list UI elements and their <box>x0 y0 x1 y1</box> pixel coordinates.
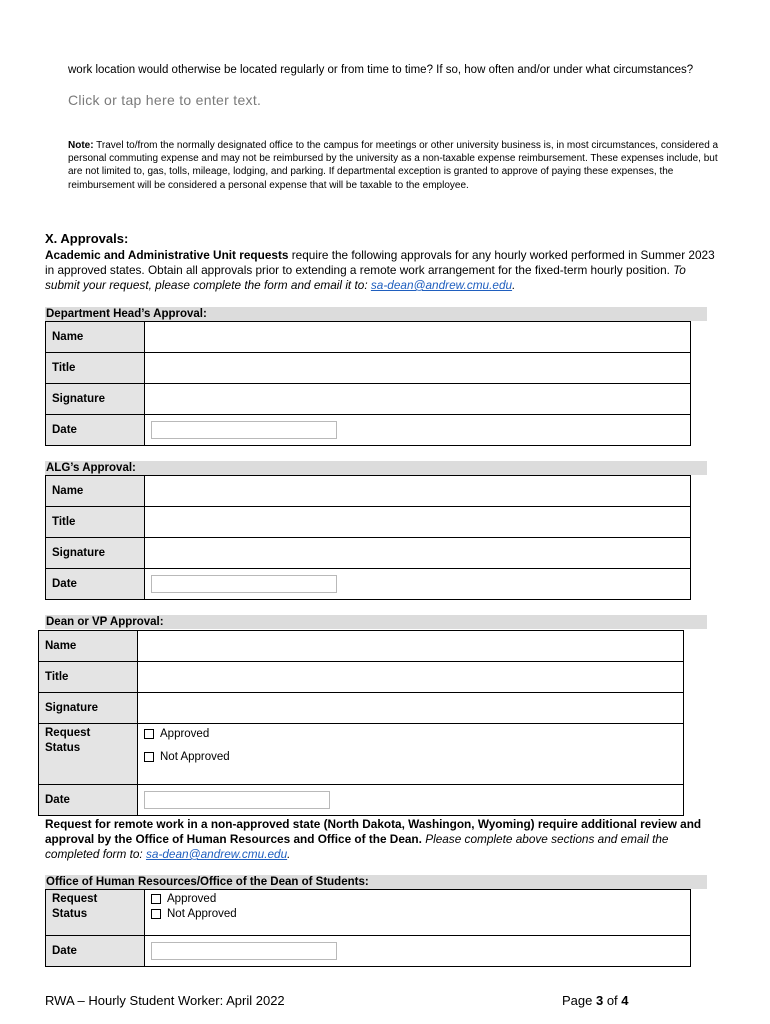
dept-head-table <box>45 321 691 446</box>
date-input[interactable] <box>151 942 337 960</box>
approvals-bold: Academic and Administrative Unit requests <box>45 248 289 262</box>
email-link[interactable]: sa-dean@andrew.cmu.edu <box>370 278 513 292</box>
not-approved-label: Not Approved <box>167 907 237 920</box>
footer-title: RWA – Hourly Student Worker: April 2022 <box>45 993 285 1008</box>
title-label: Title <box>46 507 145 538</box>
not-approved-option[interactable] <box>144 748 677 765</box>
alg-table <box>45 475 691 600</box>
date-input[interactable] <box>144 791 330 809</box>
date-label: Date <box>46 936 145 967</box>
approved-option[interactable] <box>144 725 677 742</box>
title-label: Title <box>39 662 138 693</box>
date-input[interactable] <box>151 575 337 593</box>
not-approved-label: Not Approved <box>160 750 230 763</box>
signature-label: Signature <box>39 693 138 724</box>
dept-head-heading: Department Head’s Approval: <box>45 307 707 321</box>
request-status-label <box>39 724 138 785</box>
nonapproved-period: . <box>287 847 291 861</box>
date-label: Date <box>46 415 145 446</box>
request-status-label-line1: Request <box>45 727 91 739</box>
name-label: Name <box>46 476 145 507</box>
signature-field[interactable] <box>145 384 691 415</box>
approved-label: Approved <box>167 892 217 905</box>
alg-heading: ALG’s Approval: <box>45 461 707 475</box>
name-field[interactable] <box>145 476 691 507</box>
date-input[interactable] <box>151 421 337 439</box>
title-label: Title <box>46 353 145 384</box>
travel-note <box>68 139 728 192</box>
checkbox-icon[interactable] <box>144 729 154 739</box>
answer-field[interactable]: Click or tap here to enter text. <box>68 92 262 108</box>
approvals-period: . <box>512 278 516 292</box>
page-word: Page <box>562 993 596 1008</box>
title-field[interactable] <box>145 507 691 538</box>
checkbox-icon[interactable] <box>151 909 161 919</box>
total-pages: 4 <box>621 993 629 1008</box>
section-title: X. Approvals: <box>45 231 129 246</box>
title-field[interactable] <box>138 662 684 693</box>
signature-field[interactable] <box>145 538 691 569</box>
checkbox-icon[interactable] <box>144 752 154 762</box>
request-status-label-line2: Status <box>45 742 81 754</box>
name-field[interactable] <box>138 631 684 662</box>
name-label: Name <box>39 631 138 662</box>
name-field[interactable] <box>145 322 691 353</box>
dean-vp-table <box>38 630 684 816</box>
checkbox-icon[interactable] <box>151 894 161 904</box>
question-text: work location would otherwise be located regularly or from time to time? If so, how often and/or under what circumstances? <box>68 64 694 76</box>
signature-label: Signature <box>46 384 145 415</box>
request-status-label-line1: Request <box>52 893 98 905</box>
dean-vp-heading: Dean or VP Approval: <box>45 615 707 629</box>
nonapproved-italic: Please complete above sections and email the completed form to: <box>45 832 669 861</box>
note-label: Note: <box>68 140 94 151</box>
request-status-label-line2: Status <box>52 908 88 920</box>
approvals-paragraph <box>45 248 715 293</box>
approvals-text: require the following approvals for any hourly worked performed in Summer 2023 in approved states. Obtain all approvals prior to extending a remote work arrangement for the fixed-term hourly position. <box>45 248 715 277</box>
page-number <box>562 993 629 1008</box>
note-text: Travel to/from the normally designated office to the campus for meetings or other university business is, in most circumstances, considered a personal commuting expense and may not be reimbursed by the university as a non-taxable expense reimbursement. These expenses include, but are not limited to, gas, tolls, mileage, lodging, and parking. If departmental exception is granted to approve of paying these expenses, the reimbursement will be considered a personal expense that will be taxable to the employee. <box>68 140 719 191</box>
approvals-italic: To submit your request, please complete the form and email it to: <box>45 263 686 292</box>
nonapproved-bold: Request for remote work in a non-approved state (North Dakota, Washingon, Wyoming) require additional review and approval by the Office of Human Resources and Office of the Dean. <box>45 817 702 846</box>
title-field[interactable] <box>145 353 691 384</box>
not-approved-option[interactable] <box>151 906 684 921</box>
current-page: 3 <box>595 993 604 1008</box>
signature-field[interactable] <box>138 693 684 724</box>
approved-label: Approved <box>160 727 210 740</box>
approved-option[interactable] <box>151 891 684 906</box>
hr-heading: Office of Human Resources/Office of the Dean of Students: <box>45 875 707 889</box>
name-label: Name <box>46 322 145 353</box>
email-link[interactable]: sa-dean@andrew.cmu.edu <box>145 847 288 861</box>
date-label: Date <box>46 569 145 600</box>
of-word: of <box>603 993 622 1008</box>
date-label: Date <box>39 785 138 816</box>
request-status-label <box>46 890 145 936</box>
nonapproved-paragraph <box>45 817 715 862</box>
signature-label: Signature <box>46 538 145 569</box>
hr-table <box>45 889 691 967</box>
